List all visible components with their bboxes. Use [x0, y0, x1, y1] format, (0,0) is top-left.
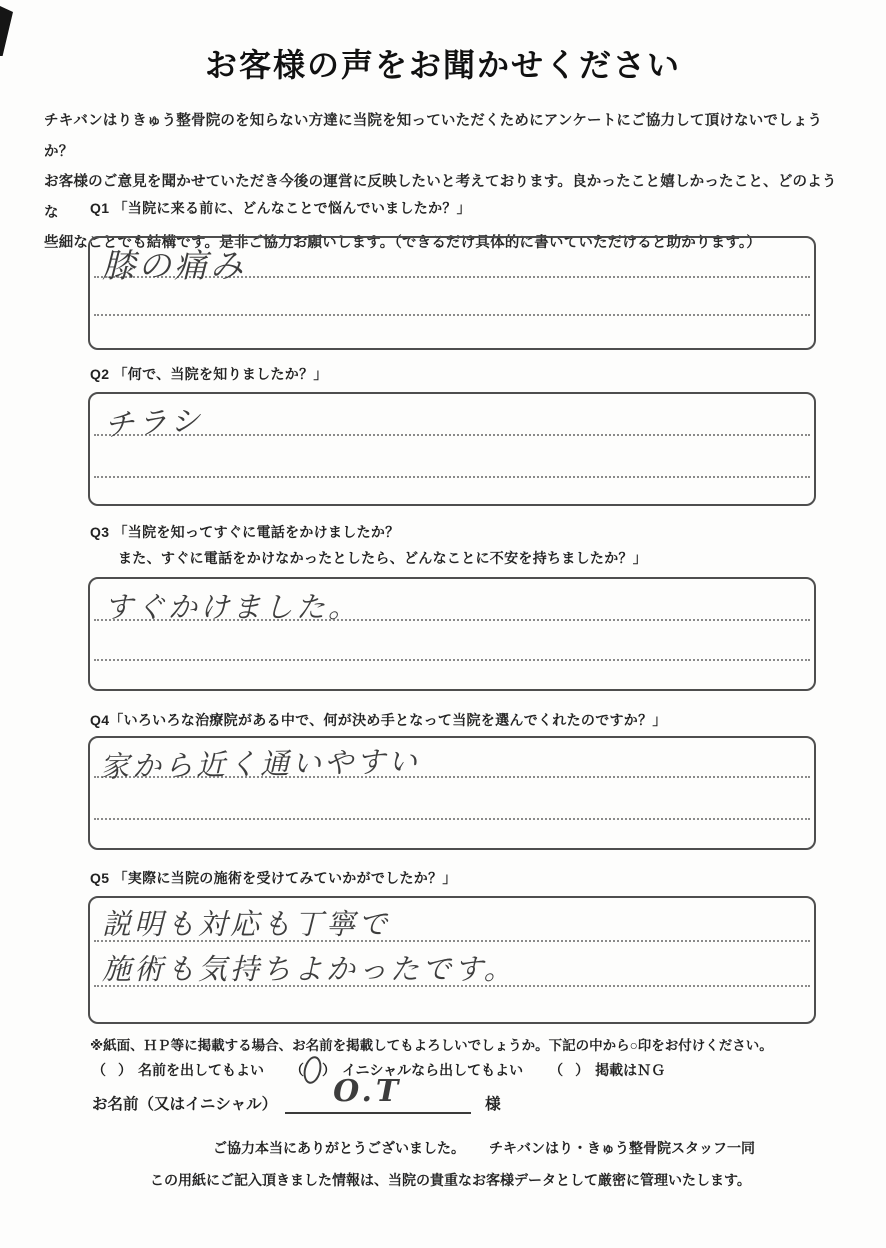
name-field-underline	[285, 1074, 471, 1114]
paren-close: ）	[118, 1062, 132, 1078]
dotted-rule	[94, 314, 810, 316]
option-label: イニシャルなら出してもよい	[342, 1062, 524, 1078]
handwritten-answer-5-line1: 説明も対応も丁寧で	[102, 907, 391, 941]
option-initial-ok	[290, 1060, 523, 1080]
staff-signature: チキバンはり・きゅう整骨院スタッフ一同	[489, 1140, 755, 1156]
answer-box-2	[88, 392, 816, 506]
name-suffix: 様	[485, 1096, 501, 1113]
thanks-text: ご協力本当にありがとうございました。	[213, 1140, 465, 1156]
name-label: お名前（又はイニシャル）	[92, 1096, 278, 1113]
question-4-label: Q4「いろいろな治療院がある中で、何が決め手となって当院を選んでくれたのですか？」	[90, 712, 667, 728]
intro-line-2: お客様のご意見を聞かせていただき今後の運営に反映したいと考えております。良かったこと嬉しかったこと、どのような	[44, 174, 837, 221]
dotted-rule	[94, 659, 810, 661]
privacy-note: この用紙にご記入頂きました情報は、当院の貴重なお客様データとして厳密に管理いたします。	[150, 1172, 751, 1188]
option-publish-ng	[549, 1060, 665, 1080]
handwritten-answer-4: 家から近く通いやすい	[99, 744, 421, 784]
question-5-label: Q5 「実際に当院の施術を受けてみていかがでしたか？」	[90, 870, 457, 886]
question-3-label: Q3 「当院を知ってすぐに電話をかけましたか？	[90, 524, 400, 540]
handwritten-answer-2: チラシ	[103, 403, 205, 444]
checkbox-slot	[304, 1060, 322, 1080]
option-name-ok	[92, 1060, 264, 1080]
paren-close: ）	[322, 1062, 336, 1078]
paren-open: （	[290, 1062, 304, 1078]
handwritten-name-initial: O.T	[333, 1074, 403, 1109]
question-3-label-line2: また、すぐに電話をかけなかったとしたら、どんなことに不安を持ちましたか？」	[118, 550, 648, 566]
answer-box-4	[88, 736, 816, 850]
paren-open: （	[92, 1062, 106, 1078]
question-2-label: Q2 「何で、当院を知りましたか？」	[90, 366, 328, 382]
question-1-label: Q1 「当院に来る前に、どんなことで悩んでいましたか？」	[90, 200, 471, 216]
handwritten-circle-mark	[301, 1054, 324, 1085]
intro-line-1: チキバンはりきゅう整骨院のを知らない方達に当院を知っていただくためにアンケートにご協力して頂けないでしょうか？	[44, 113, 823, 160]
checkbox-slot	[106, 1060, 118, 1080]
answer-box-1	[88, 236, 816, 350]
checkbox-slot	[563, 1060, 575, 1080]
handwritten-answer-5-line2: 施術も気持ちよかったです。	[102, 952, 516, 986]
intro-line-3: 些細なことでも結構です。是非ご協力お願いします。（できるだけ具体的に書いていただけると助かります。）	[44, 235, 762, 251]
page-title: お客様の声をお聞かせください	[204, 47, 681, 83]
option-label: 名前を出してもよい	[138, 1062, 264, 1078]
thanks-row	[213, 1138, 755, 1158]
handwritten-answer-3: すぐかけました。	[104, 590, 361, 624]
dotted-rule	[94, 476, 810, 478]
handwritten-answer-1: 膝の痛み	[102, 246, 246, 285]
answer-box-3	[88, 577, 816, 691]
publish-note: ※紙面、ＨＰ等に掲載する場合、お名前を掲載してもよろしいでしょうか。下記の中から○印をお付けください。	[90, 1038, 773, 1053]
dotted-rule	[94, 818, 810, 820]
paren-open: （	[549, 1062, 564, 1078]
name-row	[92, 1074, 501, 1114]
option-label: 掲載はＮＧ	[595, 1062, 666, 1078]
answer-box-5	[88, 896, 816, 1024]
paren-close: ）	[575, 1062, 590, 1078]
